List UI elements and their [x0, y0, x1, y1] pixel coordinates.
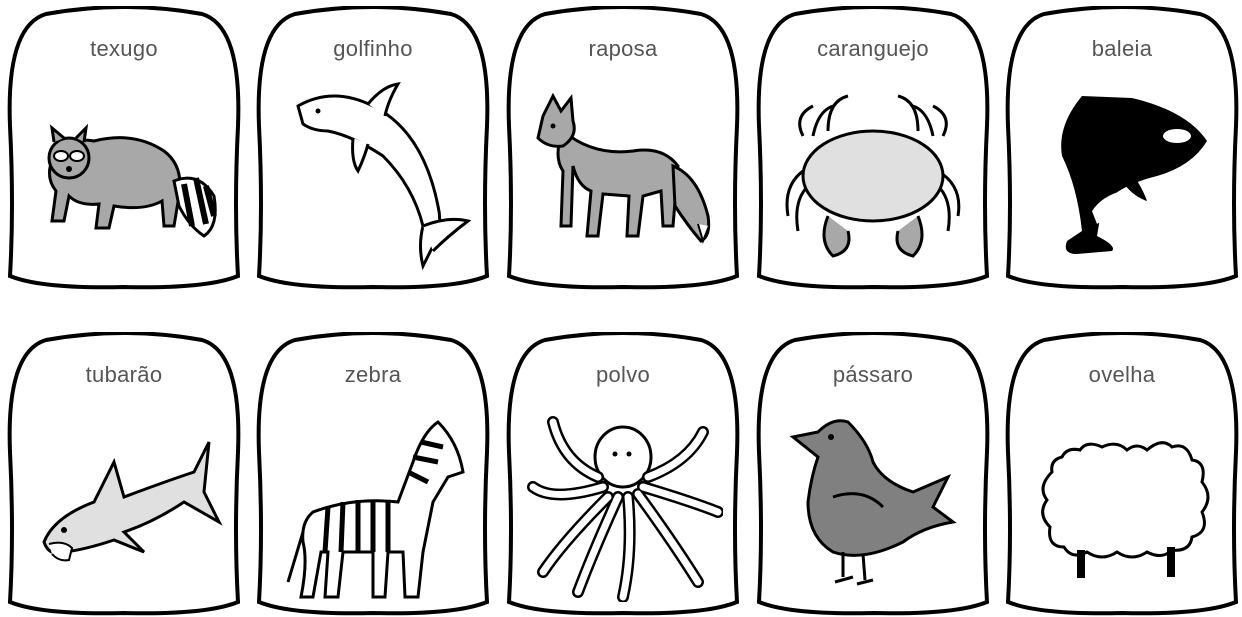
card-baleia[interactable] — [1004, 6, 1240, 291]
orca-icon — [1022, 76, 1222, 276]
card-label: pássaro — [832, 362, 914, 387]
card-ovelha[interactable] — [1004, 332, 1240, 617]
card-tubarao[interactable] — [6, 332, 242, 617]
raccoon-icon — [24, 76, 224, 276]
card-golfinho[interactable] — [255, 6, 491, 291]
dolphin-icon — [273, 76, 473, 276]
card-label: baleia — [1091, 36, 1153, 61]
card-polvo[interactable] — [505, 332, 741, 617]
octopus-icon — [523, 402, 723, 602]
zebra-icon — [273, 402, 473, 602]
card-label: texugo — [90, 36, 158, 61]
card-zebra[interactable] — [255, 332, 491, 617]
card-label: polvo — [595, 362, 651, 387]
card-caranguejo[interactable] — [755, 6, 991, 291]
card-passaro[interactable] — [755, 332, 991, 617]
card-texugo[interactable] — [6, 6, 242, 291]
bird-icon — [773, 402, 973, 602]
fox-icon — [523, 76, 723, 276]
card-label: zebra — [344, 362, 402, 387]
shark-icon — [24, 402, 224, 602]
card-label: caranguejo — [817, 36, 929, 61]
card-label: raposa — [588, 36, 658, 61]
sheep-icon — [1022, 402, 1222, 602]
card-label: ovelha — [1088, 362, 1156, 387]
crab-icon — [773, 76, 973, 276]
card-label: golfinho — [333, 36, 413, 61]
card-raposa[interactable] — [505, 6, 741, 291]
card-label: tubarão — [85, 362, 163, 387]
